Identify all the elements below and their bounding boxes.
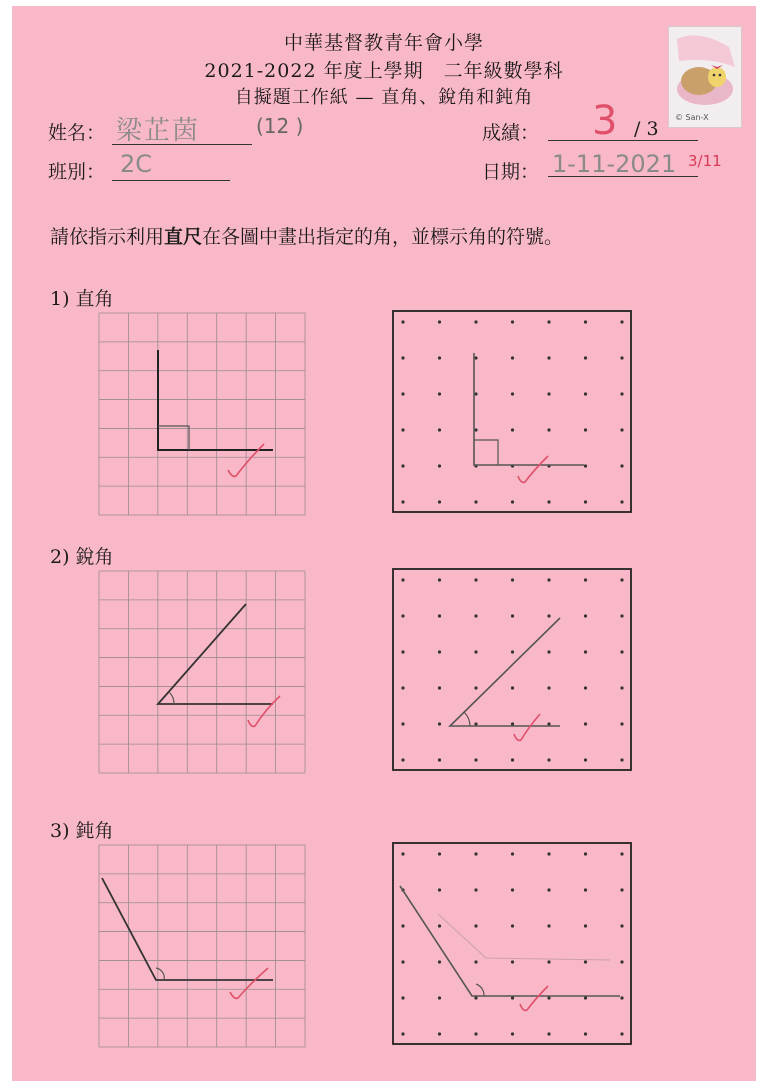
date-value: 1-11-2021 [552,150,677,178]
instruction-ruler-bold: 直尺 [164,226,203,248]
name-underline [112,144,252,145]
score-underline [548,140,698,141]
worksheet-title: 自擬題工作紙 — 直角、銳角和鈍角 [234,87,534,108]
section-acute-angle-label: 2) 銳角 [50,546,114,568]
section-right-angle-label: 1) 直角 [50,288,114,310]
dotgrid-acute-angle[interactable] [392,568,632,771]
instruction [50,222,563,249]
grid-acute-angle[interactable] [98,570,306,774]
sticker-copyright: © San-X [675,113,709,122]
school-name: 中華基督教青年會小學 [283,32,484,54]
marker-date-note: 3/11 [688,152,722,170]
sticker-image [668,26,742,128]
dotgrid-right-angle[interactable] [392,310,632,513]
class-label: 班別： [48,161,106,183]
dotgrid-obtuse-angle[interactable] [392,842,632,1045]
name-value: 梁芷茵 [116,116,201,146]
class-value: 2C [120,150,153,178]
date-label: 日期： [482,161,540,183]
class-number: (12 ) [256,114,304,138]
section-obtuse-angle-label: 3) 鈍角 [50,820,114,842]
date-underline [548,176,698,177]
sticker-illustration [669,27,741,127]
class-underline [112,180,230,181]
grid-obtuse-angle[interactable] [98,844,306,1048]
worksheet-page [12,6,756,1081]
grid-right-angle[interactable] [98,312,306,516]
score-label: 成績： [482,122,540,144]
score-total: / 3 [634,118,659,140]
score-value: 3 [592,98,618,144]
instruction-text-pre: 請依指示利用 [50,226,165,248]
term-title: 2021-2022 年度上學期 二年級數學科 [204,60,564,82]
instruction-text-post: 在各圖中畫出指定的角，並標示角的符號。 [202,226,564,248]
name-label: 姓名： [48,122,106,144]
